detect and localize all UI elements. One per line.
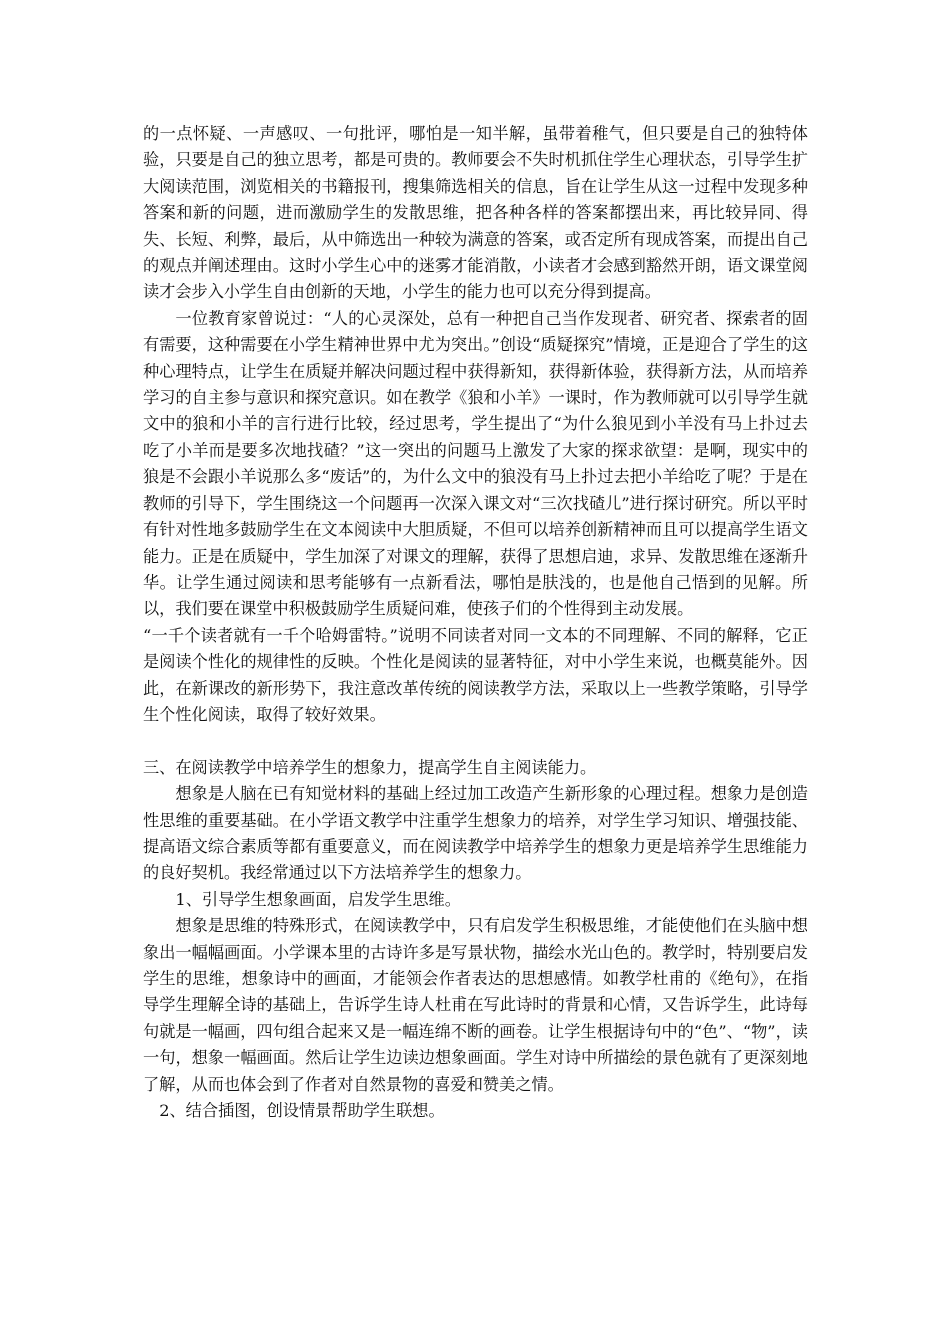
paragraph-2: 一位教育家曾说过：“人的心灵深处，总有一种把自己当作发现者、研究者、探索者的固有需要，这种需要在小学生精神世界中尤为突出。”创设“质疑探究”情境，正是迎合了学生的这种心理特点，让学生在质疑并解决问题过程中获得新知，获得新体验，获得新方法，从而培养学习的自主参与意识和探究意识。如在教学《狼和小羊》一课时，作为教师就可以引导学生就文中的狼和小羊的言行进行比较，经过思考，学生提出了“为什么狼见到小羊没有马上扑过去吃了小羊而是要多次地找碴？”这一突出的问题马上激发了大家的探求欲望：是啊，现实中的狼是不会跟小羊说那么多“废话”的，为什么文中的狼没有马上扑过去把小羊给吃了呢？于是在教师的引导下，学生围绕这一个问题再一次深入课文对“三次找碴儿”进行探讨研究。所以平时有针对性地多鼓励学生在文本阅读中大胆质疑，不但可以培养创新精神而且可以提高学生语文能力。正是在质疑中，学生加深了对课文的理解，获得了思想启迪，求异、发散思维在逐渐升华。让学生通过阅读和思考能够有一点新看法，哪怕是肤浅的，也是他自己悟到的见解。所以，我们要在课堂中积极鼓励学生质疑问难，使孩子们的个性得到主动发展。	[143, 308, 808, 619]
subheading-2: 2、结合插图，创设情景帮助学生联想。	[159, 1101, 445, 1121]
subheading-1: 1、引导学生想象画面，启发学生思维。	[175, 889, 461, 909]
section-heading-3: 三、在阅读教学中培养学生的想象力，提高学生自主阅读能力。	[143, 757, 597, 777]
paragraph-4: 想象是人脑在已有知觉材料的基础上经过加工改造产生新形象的心理过程。想象力是创造性思维的重要基础。在小学语文教学中注重学生想象力的培养，对学生学习知识、增强技能、提高语文综合素质等都有重要意义，而在阅读教学中培养学生的想象力更是培养学生思维能力的良好契机。我经常通过以下方法培养学生的想象力。	[143, 784, 808, 883]
paragraph-1: 的一点怀疑、一声感叹、一句批评，哪怕是一知半解，虽带着稚气，但只要是自己的独特体验，只要是自己的独立思考，都是可贵的。教师要会不失时机抓住学生心理状态，引导学生扩大阅读范围，浏览相关的书籍报刊，搜集筛选相关的信息，旨在让学生从这一过程中发现多种答案和新的问题，进而激励学生的发散思维，把各种各样的答案都摆出来，再比较异同、得失、长短、利弊，最后，从中筛选出一种较为满意的答案，或否定所有现成答案，而提出自己的观点并阐述理由。这时小学生心中的迷雾才能消散，小读者才会感到豁然开朗，语文课堂阅读才会步入小学生自由创新的天地，小学生的能力也可以充分得到提高。	[143, 124, 808, 302]
document-page	[143, 121, 808, 1124]
blank-line	[143, 728, 808, 754]
paragraph-5: 想象是思维的特殊形式，在阅读教学中，只有启发学生积极思维，才能使他们在头脑中想象出一幅幅画面。小学课本里的古诗许多是写景状物，描绘水光山色的。教学时，特别要启发学生的思维，想象诗中的画面，才能领会作者表达的思想感情。如教学杜甫的《绝句》，在指导学生理解全诗的基础上，告诉学生诗人杜甫在写此诗时的背景和心情，又告诉学生，此诗每句就是一幅画，四句组合起来又是一幅连绵不断的画卷。让学生根据诗句中的“色”、“物”，读一句，想象一幅画面。然后让学生边读边想象画面。学生对诗中所描绘的景色就有了更深刻地了解，从而也体会到了作者对自然景物的喜爱和赞美之情。	[143, 916, 808, 1094]
paragraph-3: “一千个读者就有一千个哈姆雷特。”说明不同读者对同一文本的不同理解、不同的解释，它正是阅读个性化的规律性的反映。个性化是阅读的显著特征，对中小学生来说，也概莫能外。因此，在新课改的新形势下，我注意改革传统的阅读教学方法，采取以上一些教学策略，引导学生个性化阅读，取得了较好效果。	[143, 625, 808, 724]
